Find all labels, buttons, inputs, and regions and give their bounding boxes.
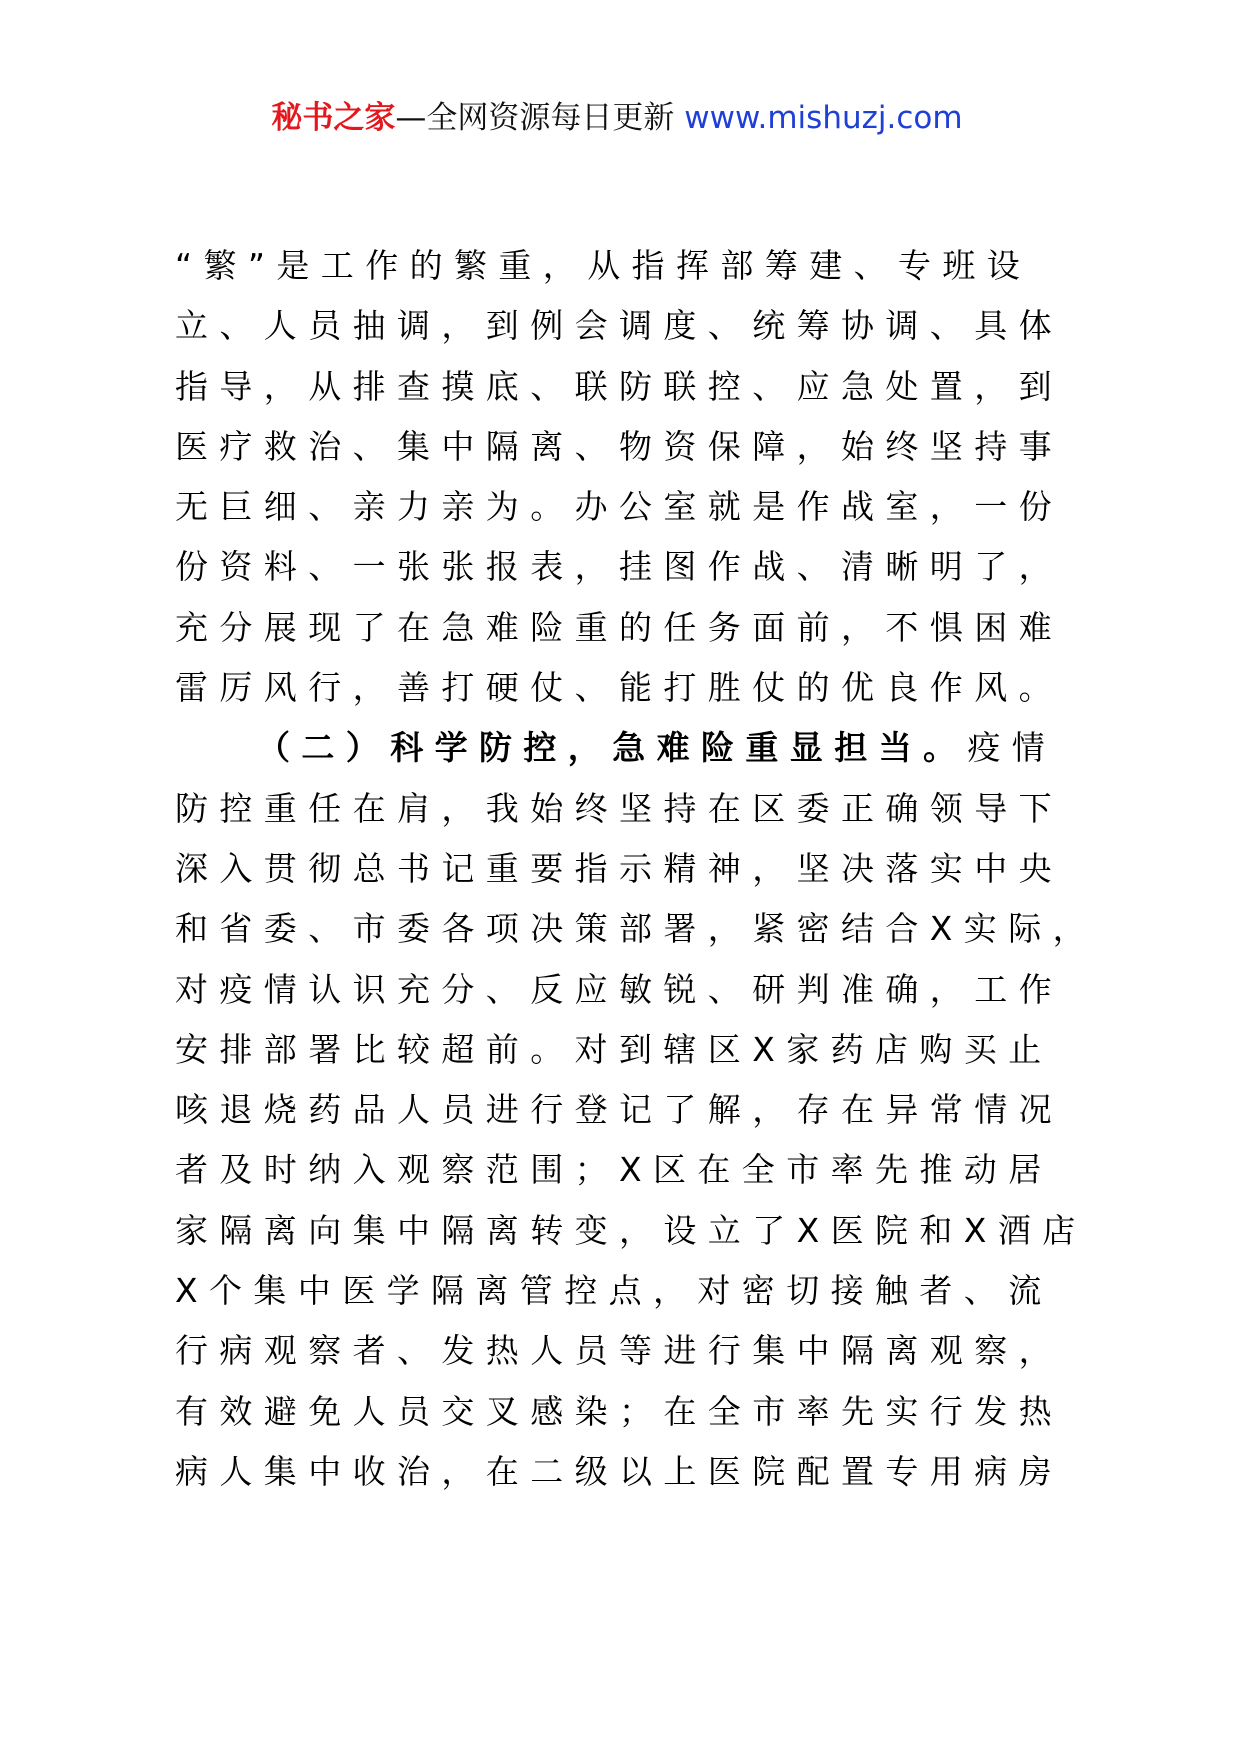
text-line: “繁”是工作的繁重，从指挥部筹建、专班设 bbox=[175, 246, 1032, 285]
text-line: 和省委、市委各项决策部署，紧密结合X实际， bbox=[175, 909, 1098, 949]
header-tagline: —全网资源每日更新 bbox=[395, 100, 685, 136]
text-line: 医疗救治、集中隔离、物资保障，始终坚持事 bbox=[175, 426, 1063, 466]
text-line: 无巨细、亲力亲为。办公室就是作战室，一份 bbox=[175, 487, 1063, 527]
text-line: 家隔离向集中隔离转变，设立了X医院和X酒店 bbox=[175, 1210, 1087, 1250]
text-line: 咳退烧药品人员进行登记了解，存在异常情况 bbox=[175, 1090, 1063, 1130]
text-line: 立、人员抽调，到例会调度、统筹协调、具体 bbox=[175, 306, 1063, 346]
website-link[interactable]: www.mishuzj.com bbox=[684, 100, 963, 136]
text-line: 充分展现了在急难险重的任务面前，不惧困难 bbox=[175, 607, 1063, 647]
text-line: 安排部署比较超前。对到辖区X家药店购买止 bbox=[175, 1029, 1053, 1069]
section-heading-line bbox=[175, 718, 1075, 778]
text-line: 防控重任在肩，我始终坚持在区委正确领导下 bbox=[175, 788, 1063, 828]
section-heading: （二）科学防控，急难险重显担当。 bbox=[257, 728, 968, 768]
document-body bbox=[175, 236, 1098, 1502]
brand-name: 秘书之家 bbox=[271, 100, 396, 136]
text-line: 病人集中收治，在二级以上医院配置专用病房 bbox=[175, 1451, 1063, 1491]
text-line: X个集中医学隔离管控点，对密切接触者、流 bbox=[175, 1271, 1053, 1311]
page-header bbox=[0, 98, 1234, 138]
text-line: 深入贯彻总书记重要指示精神，坚决落实中央 bbox=[175, 848, 1063, 888]
text-line: 雷厉风行，善打硬仗、能打胜仗的优良作风。 bbox=[175, 668, 1063, 708]
text-line: 行病观察者、发热人员等进行集中隔离观察， bbox=[175, 1331, 1063, 1371]
text-line: 份资料、一张张报表，挂图作战、清晰明了， bbox=[175, 547, 1063, 587]
text-line: 指导，从排查摸底、联防联控、应急处置，到 bbox=[175, 366, 1063, 406]
text-line: 对疫情认识充分、反应敏锐、研判准确，工作 bbox=[175, 969, 1063, 1009]
text-line: 有效避免人员交叉感染；在全市率先实行发热 bbox=[175, 1391, 1063, 1431]
section-heading-continuation: 疫情 bbox=[967, 728, 1057, 768]
text-line: 者及时纳入观察范围；X区在全市率先推动居 bbox=[175, 1150, 1053, 1190]
